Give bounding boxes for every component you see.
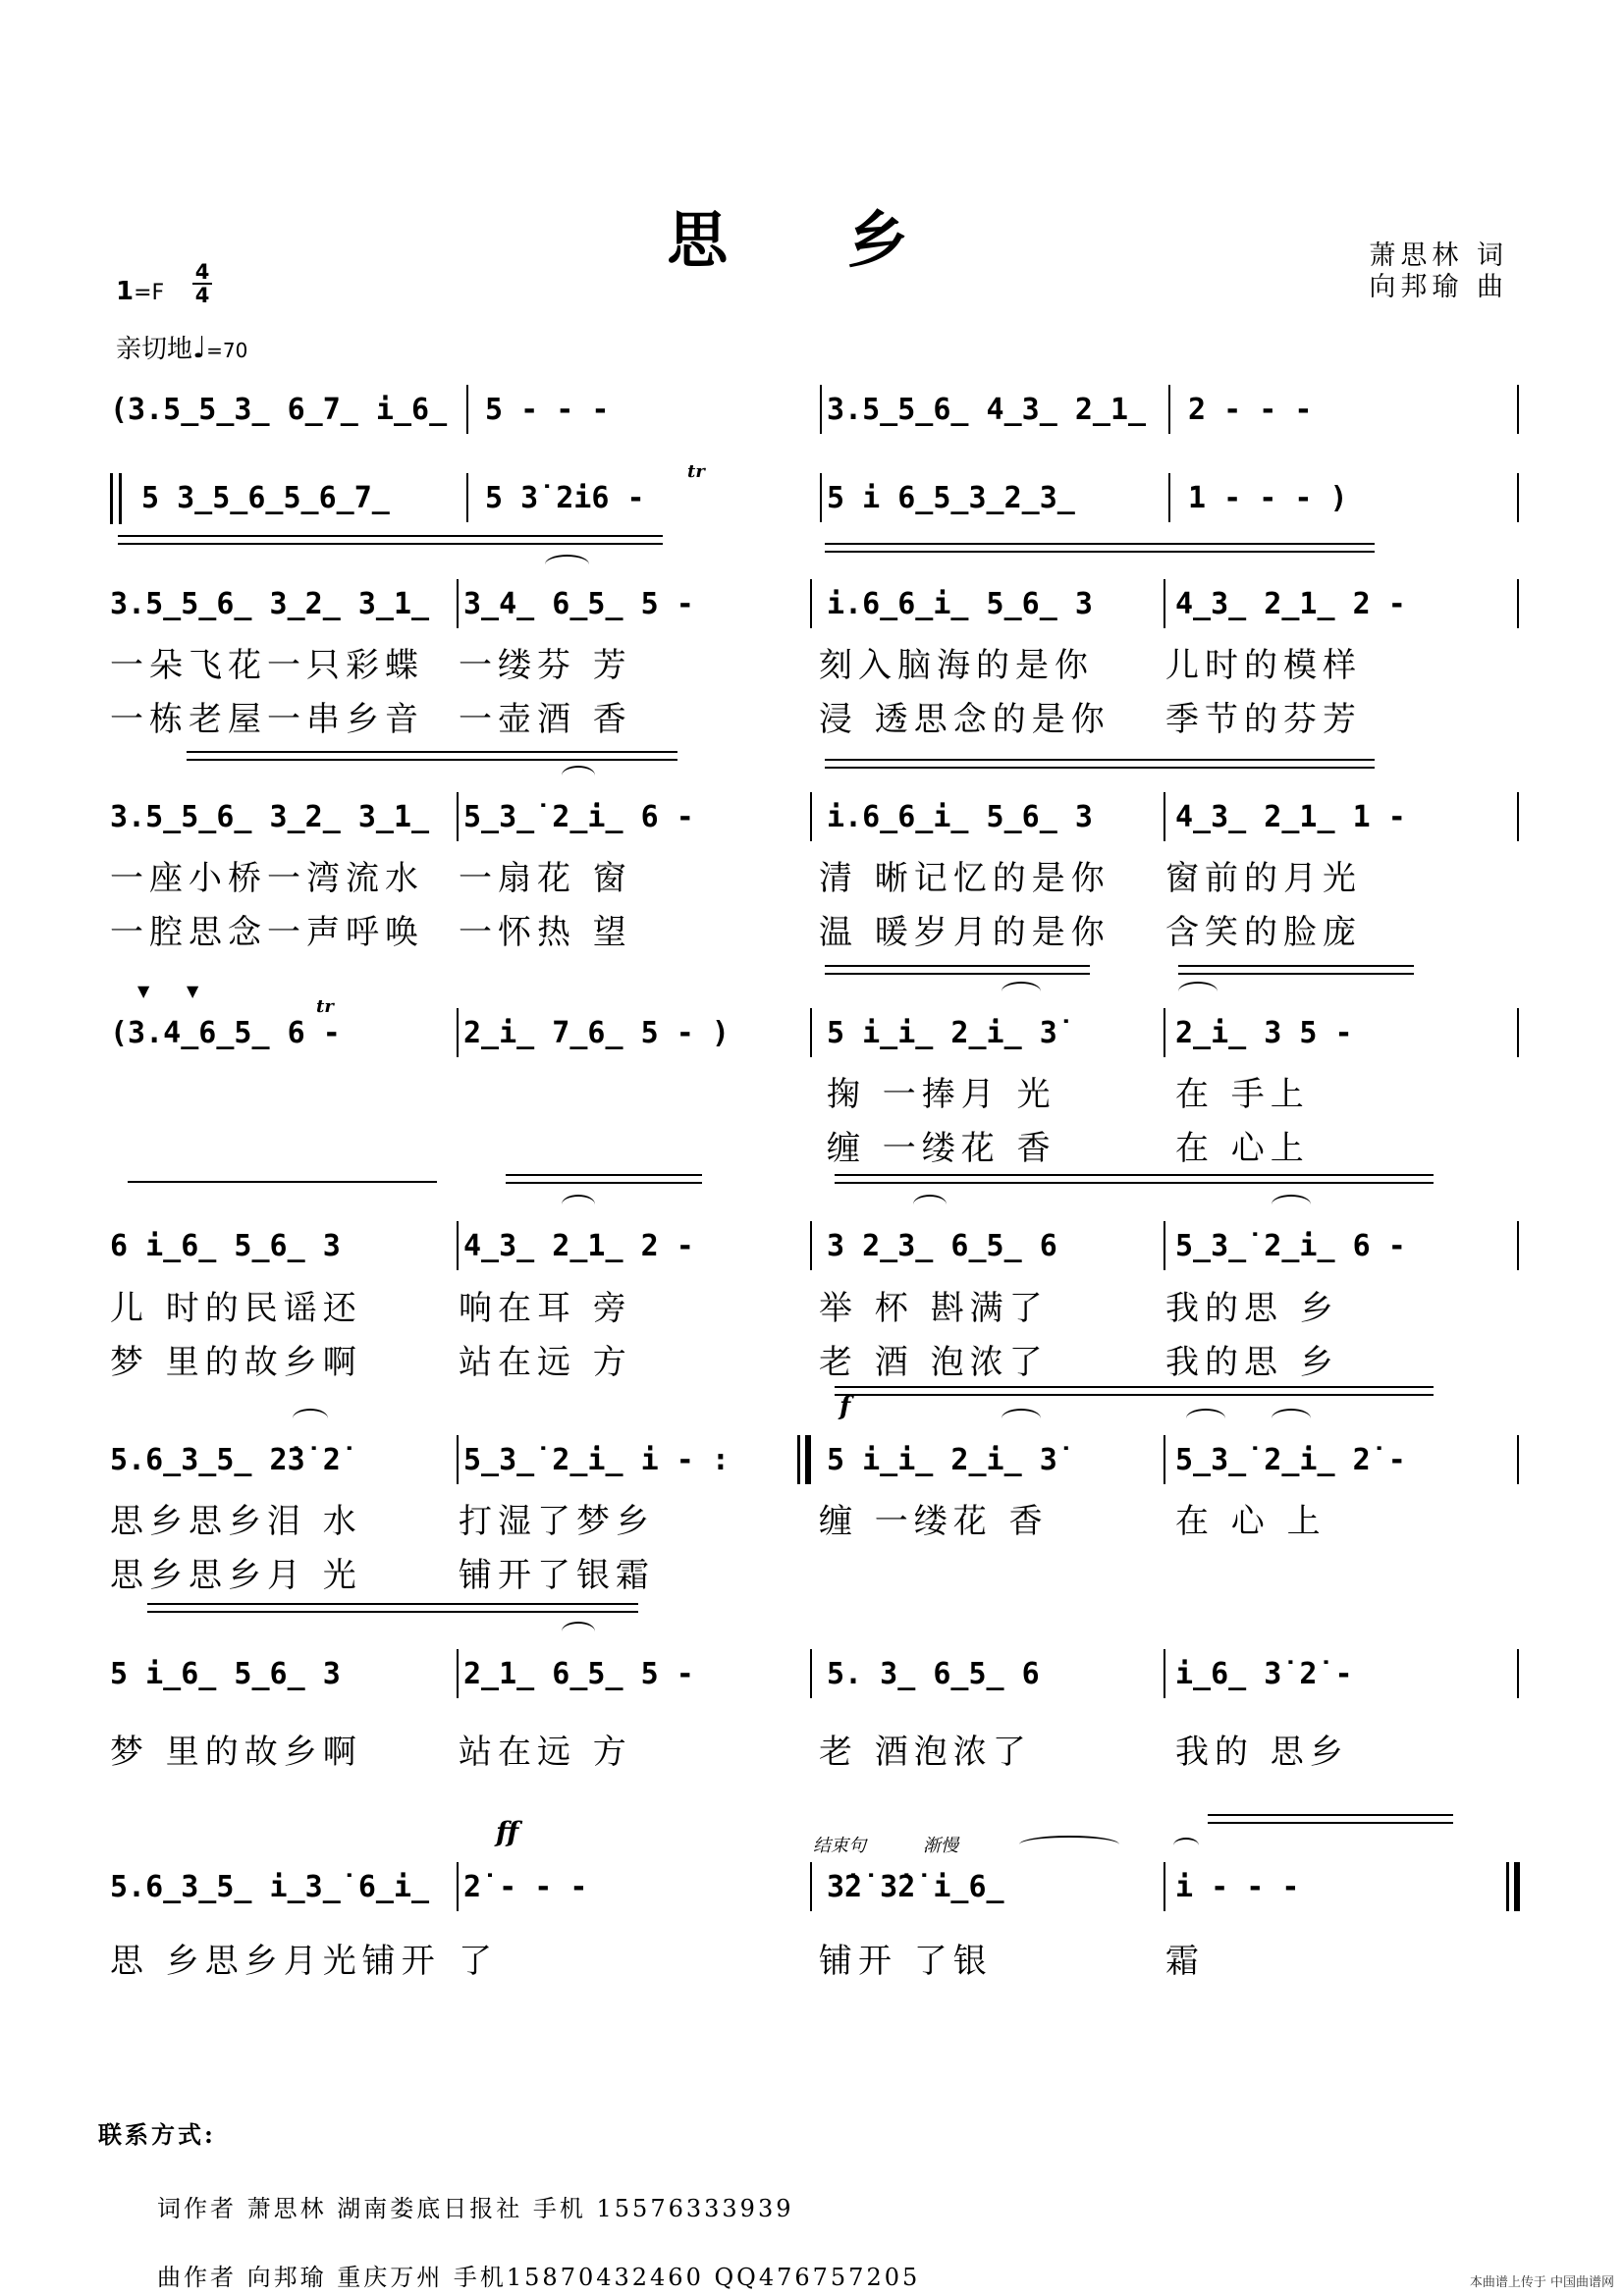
score-row-5	[110, 1016, 1529, 1075]
measure: 4̲3̲ 2̲1̲ 2 -	[1175, 587, 1406, 621]
barline	[1517, 1221, 1519, 1270]
tempo-marking: 亲切地♩=70	[116, 331, 248, 365]
slur	[562, 766, 595, 785]
fermata-icon	[1173, 1838, 1199, 1853]
score-row-7	[110, 1443, 1529, 1502]
score-row-3	[110, 587, 1529, 646]
measure: 1 - - - )	[1188, 481, 1348, 515]
barline	[457, 579, 459, 628]
measure: 5 i̲6̲ 5̲6̲ 3	[110, 1657, 341, 1691]
barline	[466, 385, 468, 434]
barline	[1164, 579, 1165, 628]
score-row-6	[110, 1229, 1529, 1288]
measure: (3.4̲6̲5̲ 6 -	[110, 1016, 341, 1050]
quarter-note-icon: ♩	[192, 331, 207, 365]
barline	[1168, 385, 1170, 434]
staff-line	[825, 759, 1375, 761]
barline	[1164, 1435, 1165, 1484]
staff-line	[187, 751, 677, 753]
barline	[810, 579, 812, 628]
measure: 5̲3̲̇ 2̲̇i̲ i - :	[463, 1443, 730, 1477]
score-row-4	[110, 800, 1529, 859]
measure: 2̲̇i̲ 3 5 -	[1175, 1016, 1353, 1050]
barline	[1517, 385, 1519, 434]
barline	[1164, 1862, 1165, 1911]
slur	[1272, 1409, 1311, 1428]
staff-line	[825, 551, 1375, 553]
measure: 5 i̲i̲ 2̲̇i̲ 3̇	[827, 1016, 1057, 1050]
barline	[457, 1649, 459, 1698]
measure: (3.5̲5̲3̲ 6̲7̲ i̲6̲	[110, 393, 448, 427]
key-signature: 1=F	[116, 277, 165, 306]
trill-mark: tr	[687, 461, 705, 482]
measure: i.6̲6̲i̲ 5̲6̲ 3	[827, 587, 1093, 621]
score-row-9	[110, 1870, 1529, 1929]
measure: 3̲4̲ 6̲5̲ 5 -	[463, 587, 694, 621]
measure: 4̲3̲ 2̲1̲ 1 -	[1175, 800, 1406, 834]
barline	[1164, 1649, 1165, 1698]
barline	[457, 1435, 459, 1484]
measure: 2̲1̲ 6̲5̲ 5 -	[463, 1657, 694, 1691]
measure: 5 i̲i̲ 2̲̇i̲ 3̇	[827, 1443, 1057, 1477]
measure: 3.5̲5̲6̲ 3̲2̲ 3̲1̲	[110, 800, 430, 834]
measure: 5.6̲3̲5̲ 2̇3̇ 2̇	[110, 1443, 341, 1477]
barline	[810, 1221, 812, 1270]
repeat-end-barline	[797, 1435, 800, 1484]
trill-mark: tr	[316, 996, 334, 1017]
measure: 2 - - -	[1188, 393, 1313, 427]
staff-line	[147, 1611, 638, 1613]
staff-line	[1178, 965, 1414, 967]
staff-line	[835, 1386, 1434, 1388]
staff-line	[825, 973, 1090, 975]
slur	[1178, 982, 1218, 1001]
measure: 3 2̲3̲ 6̲5̲ 6	[827, 1229, 1057, 1263]
staff-line	[147, 1603, 638, 1605]
measure: 2̲̇i̲ 7̲6̲ 5 - )	[463, 1016, 730, 1050]
staff-line	[825, 767, 1375, 769]
barline	[1517, 579, 1519, 628]
measure: 5. 3̲ 6̲5̲ 6	[827, 1657, 1040, 1691]
staff-line	[825, 965, 1090, 967]
slur	[913, 1195, 947, 1214]
lyricist-contact: 词作者 萧思林 湖南娄底日报社 手机 15576333939	[157, 2195, 794, 2222]
site-watermark: 本曲谱上传于 中国曲谱网	[1469, 2275, 1614, 2290]
measure: 5 3̇ 2̇i6 -	[485, 481, 645, 515]
barline	[1164, 1008, 1165, 1057]
measure: i - - -	[1175, 1870, 1300, 1904]
staff-line	[187, 759, 677, 761]
measure: 5 i 6̲5̲3̲2̲3̲	[827, 481, 1075, 515]
barline	[1517, 792, 1519, 841]
barline	[457, 792, 459, 841]
staff-line	[835, 1174, 1434, 1176]
accent-icon: ▼	[137, 982, 150, 1000]
staff-line	[825, 543, 1375, 545]
slur	[1186, 1409, 1225, 1428]
dynamic-fortissimo: ff	[496, 1816, 519, 1848]
slur	[1272, 1195, 1311, 1214]
dynamic-forte: f	[839, 1392, 851, 1421]
staff-line	[1208, 1814, 1453, 1816]
measure: 5 3̲5̲6̲5̲6̲7̲	[141, 481, 390, 515]
measure: 5.6̲3̲5̲ i̲3̲̇ 6̲i̲	[110, 1870, 430, 1904]
barline	[1517, 1649, 1519, 1698]
barline	[820, 385, 822, 434]
slur	[545, 555, 589, 574]
slur	[562, 1195, 595, 1214]
composer-credit: 向邦瑜 曲	[1369, 272, 1508, 302]
staff-line	[128, 1181, 437, 1183]
measure: 5̲3̲̇ 2̲̇i̲ 2̇ -	[1175, 1443, 1406, 1477]
staff-line	[1178, 973, 1414, 975]
page-title: 思 乡	[667, 204, 957, 276]
staff-line	[835, 1394, 1434, 1396]
staff-line	[506, 1174, 702, 1176]
barline	[1168, 473, 1170, 522]
slur	[293, 1409, 328, 1428]
slur	[562, 1622, 595, 1641]
final-barline	[1506, 1862, 1509, 1911]
staff-line	[835, 1182, 1434, 1184]
score-row-8	[110, 1657, 1529, 1716]
barline	[457, 1221, 459, 1270]
measure: 2̇ - - -	[463, 1870, 588, 1904]
measure: 5 - - -	[485, 393, 610, 427]
barline	[820, 473, 822, 522]
repeat-start-barline	[110, 473, 122, 524]
measure: 5̲3̲̇ 2̲̇i̲ 6 -	[1175, 1229, 1406, 1263]
slur	[1019, 1836, 1119, 1853]
ending-label: 结束句	[813, 1836, 866, 1856]
measure: 3.5̲5̲6̲ 4̲3̲ 2̲1̲	[827, 393, 1147, 427]
barline	[810, 1862, 812, 1911]
accent-icon: ▼	[187, 982, 199, 1000]
contact-heading: 联系方式:	[98, 2120, 216, 2149]
measure: i.6̲6̲i̲ 5̲6̲ 3	[827, 800, 1093, 834]
measure: i̲6̲ 3̇ 2̇ -	[1175, 1657, 1353, 1691]
barline	[1164, 1221, 1165, 1270]
measure: 6 i̲6̲ 5̲6̲ 3	[110, 1229, 341, 1263]
barline	[457, 1862, 459, 1911]
barline	[810, 792, 812, 841]
slur	[1001, 1409, 1041, 1428]
ritard-label: 渐慢	[923, 1836, 958, 1856]
staff-line	[1208, 1822, 1453, 1824]
barline	[810, 1008, 812, 1057]
barline	[1517, 1008, 1519, 1057]
time-signature: 4 4	[192, 261, 212, 306]
barline	[810, 1649, 812, 1698]
lyricist-credit: 萧思林 词	[1369, 240, 1508, 271]
measure: 3.5̲5̲6̲ 3̲2̲ 3̲1̲	[110, 587, 430, 621]
staff-line	[118, 535, 663, 537]
staff-line	[118, 543, 663, 545]
barline	[1517, 1435, 1519, 1484]
slur	[1001, 982, 1041, 1001]
final-barline	[1514, 1862, 1520, 1911]
staff-line	[506, 1182, 702, 1184]
measure: 3̇2̇ 3̇2̇ i̲6̲	[827, 1870, 1004, 1904]
barline	[1517, 473, 1519, 522]
measure: 4̲3̲ 2̲1̲ 2 -	[463, 1229, 694, 1263]
barline	[1164, 792, 1165, 841]
composer-contact: 曲作者 向邦瑜 重庆万州 手机15870432460 QQ476757205	[157, 2264, 921, 2291]
repeat-end-barline	[805, 1435, 811, 1484]
barline	[466, 473, 468, 522]
barline	[457, 1008, 459, 1057]
measure: 5̲3̲̇ 2̲̇i̲ 6 -	[463, 800, 694, 834]
